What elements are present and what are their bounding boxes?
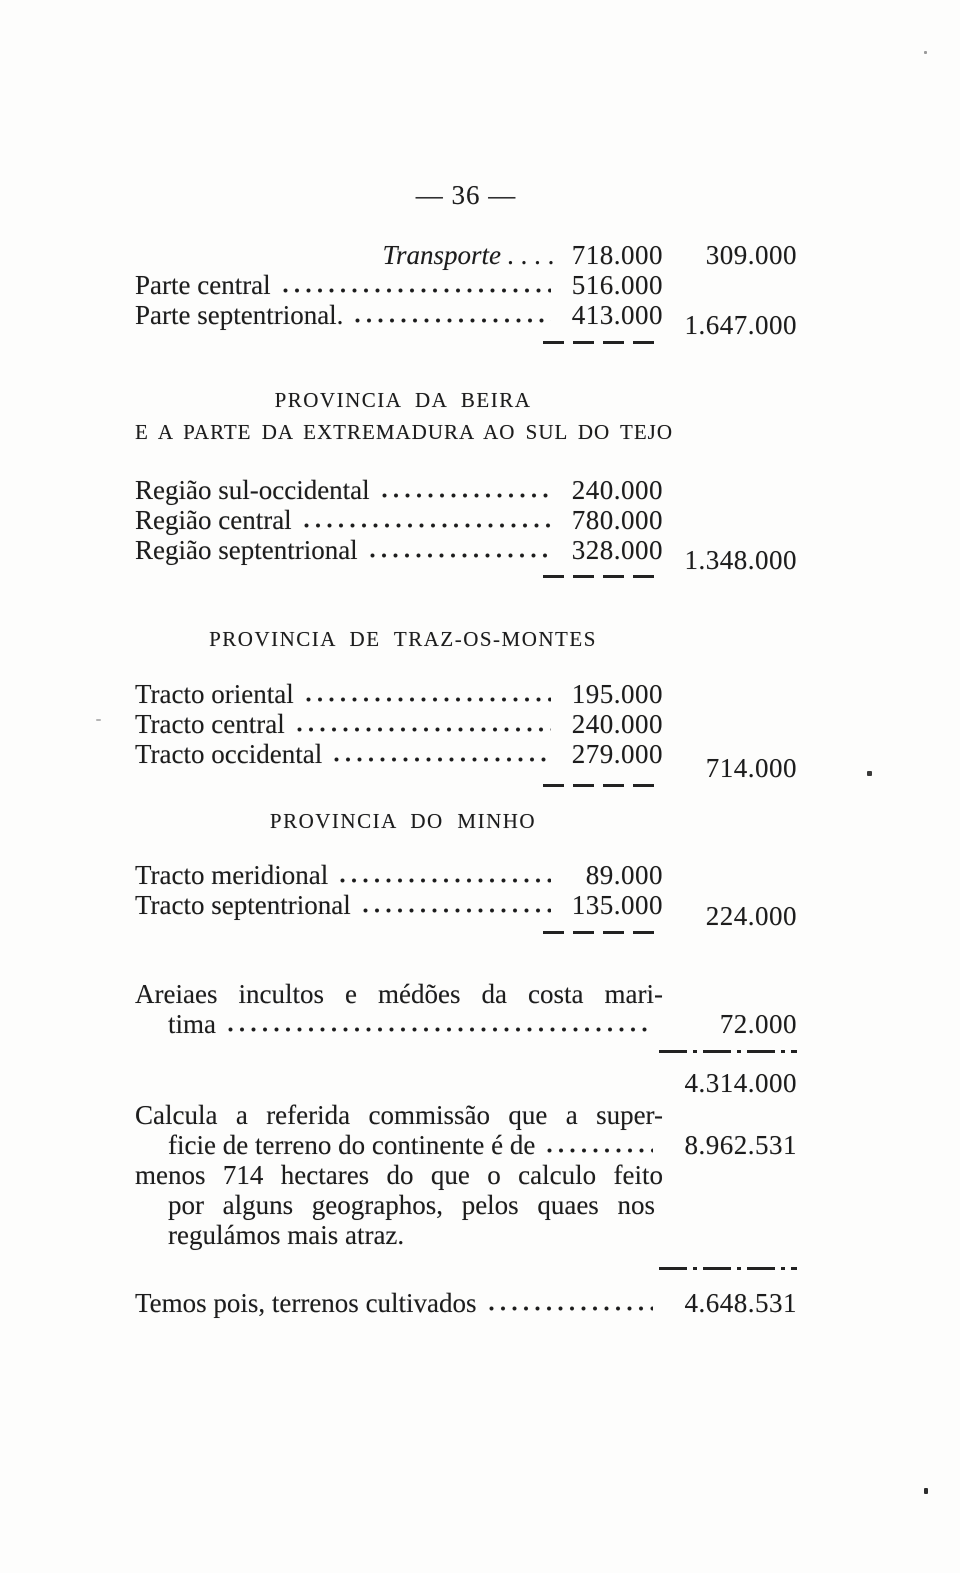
row-value-col1: 516.000 bbox=[571, 270, 663, 300]
row-value-col2: 309.000 bbox=[705, 240, 797, 270]
dot-leader bbox=[355, 317, 551, 324]
sum-rule bbox=[543, 575, 661, 578]
carry-dots: . . . . bbox=[507, 240, 555, 270]
row-label: ficie de terreno do continente é de bbox=[168, 1130, 536, 1160]
final-rule bbox=[659, 1267, 797, 1270]
section-total: 714.000 bbox=[705, 753, 797, 783]
dot-leader bbox=[340, 877, 551, 884]
row-value: 8.962.531 bbox=[684, 1130, 797, 1160]
row-value-col1: 89.000 bbox=[585, 860, 663, 890]
dot-leader bbox=[382, 492, 551, 499]
section-total: 1.647.000 bbox=[684, 310, 797, 340]
areiaes-line1: Areiaes incultos e médões da costa mari- bbox=[135, 979, 663, 1009]
row-label: Tracto occidental bbox=[135, 739, 323, 769]
row-value-col1: 240.000 bbox=[571, 475, 663, 505]
section-heading-beira-line1: PROVINCIA DA BEIRA bbox=[274, 388, 532, 412]
scan-speck bbox=[924, 1488, 928, 1494]
dot-leader bbox=[228, 1026, 653, 1033]
grand-subtotal: 4.314.000 bbox=[684, 1068, 797, 1098]
calcula-line2 bbox=[135, 1130, 797, 1160]
scan-speck bbox=[867, 771, 872, 776]
dot-leader bbox=[334, 756, 551, 763]
row-value: 4.648.531 bbox=[684, 1288, 797, 1318]
calcula-line1: Calcula a referida commissão que a super- bbox=[135, 1100, 663, 1130]
calcula-line5: regulámos mais atraz. bbox=[168, 1220, 405, 1250]
row-label: Parte septentrional. bbox=[135, 300, 344, 330]
row-value-col1: 195.000 bbox=[571, 679, 663, 709]
row-label: Região sul-occidental bbox=[135, 475, 370, 505]
row-label: Tracto oriental bbox=[135, 679, 294, 709]
row-value-col1: 240.000 bbox=[571, 709, 663, 739]
dot-leader bbox=[283, 287, 551, 294]
row-value-col1: 328.000 bbox=[571, 535, 663, 565]
row-label-transporte bbox=[135, 240, 561, 270]
table-row bbox=[135, 860, 797, 890]
row-label: Região septentrional bbox=[135, 535, 358, 565]
row-value-col1: 279.000 bbox=[571, 739, 663, 769]
section-heading-beira-line2: E A PARTE DA EXTREMADURA AO SUL DO TEJO bbox=[135, 420, 674, 444]
section-total: 1.348.000 bbox=[684, 545, 797, 575]
row-label: Tracto meridional bbox=[135, 860, 329, 890]
row-value-col1: 413.000 bbox=[571, 300, 663, 330]
section-heading-minho: PROVINCIA DO MINHO bbox=[269, 809, 537, 833]
row-label: Região central bbox=[135, 505, 292, 535]
sum-rule bbox=[543, 931, 661, 934]
sum-rule bbox=[543, 784, 661, 787]
section-heading-traz-os-montes: PROVINCIA DE TRAZ-OS-MONTES bbox=[209, 627, 597, 651]
row-value-col1: 135.000 bbox=[571, 890, 663, 920]
table-row bbox=[135, 1288, 797, 1318]
table-row bbox=[135, 270, 797, 300]
dot-leader bbox=[547, 1147, 653, 1154]
section-total: 224.000 bbox=[705, 901, 797, 931]
table-row bbox=[135, 240, 797, 270]
dot-leader bbox=[297, 726, 551, 733]
subtotal-rule bbox=[659, 1050, 797, 1053]
dot-leader bbox=[370, 552, 551, 559]
dot-leader bbox=[304, 522, 551, 529]
scan-speck bbox=[924, 51, 927, 54]
row-value: 72.000 bbox=[719, 1009, 797, 1039]
dot-leader bbox=[363, 907, 551, 914]
row-label: Temos pois, terrenos cultivados bbox=[135, 1288, 477, 1318]
page-number: — 36 — bbox=[415, 180, 517, 210]
row-label: Tracto central bbox=[135, 709, 285, 739]
row-value-col1: 780.000 bbox=[571, 505, 663, 535]
final-line bbox=[135, 1288, 797, 1318]
scan-speck bbox=[96, 719, 101, 721]
row-label: tima bbox=[168, 1009, 216, 1039]
table-row bbox=[135, 709, 797, 739]
row-label: Parte central bbox=[135, 270, 271, 300]
calcula-line3: menos 714 hectares do que o calculo feito bbox=[135, 1160, 663, 1190]
row-label: Tracto septentrional bbox=[135, 890, 351, 920]
table-row bbox=[135, 475, 797, 505]
table-row bbox=[135, 505, 797, 535]
calcula-line4: por alguns geographos, pelos quaes nos bbox=[168, 1190, 655, 1220]
carry-word: Transporte bbox=[382, 240, 501, 270]
table-row bbox=[135, 1130, 797, 1160]
areiaes-line2 bbox=[135, 1009, 797, 1039]
dot-leader bbox=[489, 1305, 653, 1312]
table-row bbox=[135, 1009, 797, 1039]
dot-leader bbox=[306, 696, 551, 703]
table-row bbox=[135, 679, 797, 709]
sum-rule bbox=[543, 341, 661, 344]
row-value-col1: 718.000 bbox=[571, 240, 663, 270]
